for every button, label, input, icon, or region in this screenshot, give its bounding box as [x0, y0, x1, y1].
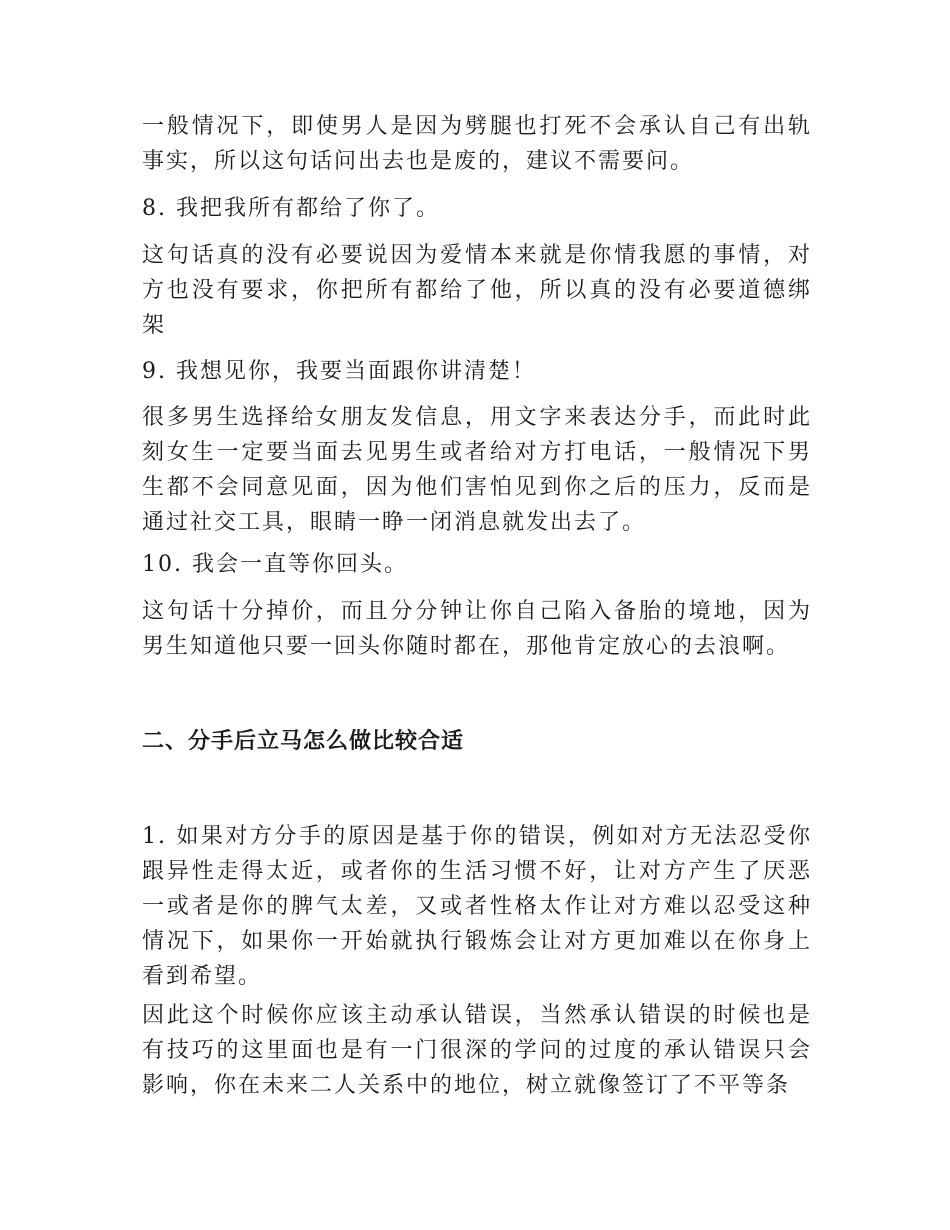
list-item-9: 9. 我想见你，我要当面跟你讲清楚！: [142, 359, 536, 384]
list-item-1: 1. 如果对方分手的原因是基于你的错误，例如对方无法忍受你跟异性走得太近，或者你的生活习惯不好，让对方产生了厌恶一或者是你的脾气太差，又或者性格太作让对方难以忍受这种情况下，如果你一开始就执行锻炼会让对方更加难以在你身上看到希望。: [142, 824, 812, 989]
paragraph-admit-mistakes: 因此这个时候你应该主动承认错误，当然承认错误的时候也是有技巧的这里面也是有一门很深的学问的过度的承认错误只会影响，你在未来二人关系中的地位，树立就像签订了不平等条: [142, 1003, 812, 1098]
paragraph-backup: 这句话十分掉价，而且分分钟让你自己陷入备胎的境地，因为男生知道他只要一回头你随时都在，那他肯定放心的去浪啊。: [142, 599, 812, 659]
list-item-10: 10. 我会一直等你回头。: [142, 552, 408, 577]
paragraph-moral-kidnapping: 这句话真的没有必要说因为爱情本来就是你情我愿的事情，对方也没有要求，你把所有都给了他，所以真的没有必要道德绑架: [142, 243, 812, 338]
section-heading-2: 二、分手后立马怎么做比较合适: [142, 729, 465, 754]
paragraph-infidelity: 一般情况下，即使男人是因为劈腿也打死不会承认自己有出轨事实，所以这句话问出去也是废的，建议不需要问。: [142, 114, 812, 174]
paragraph-face-to-face: 很多男生选择给女朋友发信息，用文字来表达分手，而此时此刻女生一定要当面去见男生或者给对方打电话，一般情况下男生都不会同意见面，因为他们害怕见到你之后的压力，反而是通过社交工具，眼睛一睁一闭消息就发出去了。: [142, 405, 812, 535]
list-item-8: 8. 我把我所有都给了你了。: [142, 196, 440, 221]
